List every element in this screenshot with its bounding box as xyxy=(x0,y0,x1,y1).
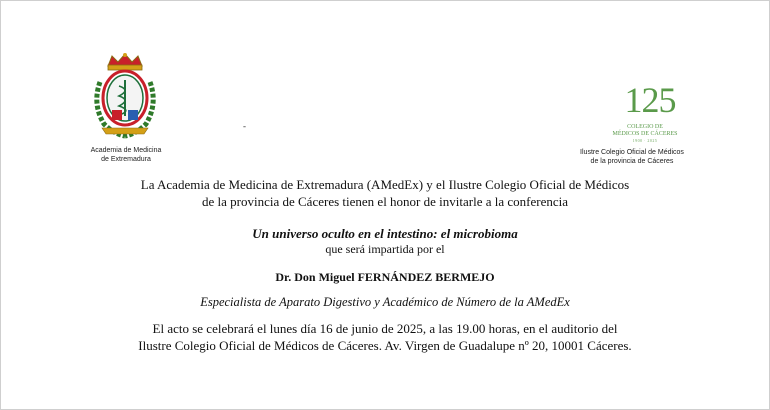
speaker-role: Especialista de Aparato Digestivo y Académico de Número de la AMedEx xyxy=(200,295,570,309)
academy-crest-icon xyxy=(86,52,164,140)
event-details xyxy=(0,320,770,354)
invitation-intro-line: La Academia de Medicina de Extremadura (AMedEx) y el Ilustre Colegio Oficial de Médicos xyxy=(140,177,630,192)
academy-caption-line: de Extremadura xyxy=(101,156,151,163)
academy-caption xyxy=(76,146,176,164)
college-logo-label-line: COLEGIO DE xyxy=(627,124,663,130)
event-details-line: El acto se celebrará el lunes día 16 de junio de 2025, a las 19.00 horas, en el auditorio del xyxy=(152,321,618,336)
event-details-line: Ilustre Colegio Oficial de Médicos de Cáceres. Av. Virgen de Guadalupe nº 20, 10001 Cáceres. xyxy=(138,338,632,353)
speaker-name: Dr. Don Miguel FERNÁNDEZ BERMEJO xyxy=(275,270,495,284)
stray-mark: - xyxy=(243,121,246,131)
talk-title: Un universo oculto en el intestino: el microbioma xyxy=(252,226,518,241)
college-logo-label xyxy=(600,124,690,138)
academy-caption-line: Academia de Medicina xyxy=(90,147,162,154)
anniversary-number: 125 xyxy=(624,80,676,120)
college-caption xyxy=(574,148,690,166)
college-logo-label-line: MÉDICOS DE CÁCERES xyxy=(612,131,678,137)
delivered-by: que será impartida por el xyxy=(325,242,445,256)
invitation-intro xyxy=(0,176,770,210)
college-caption-line: Ilustre Colegio Oficial de Médicos xyxy=(580,149,684,156)
college-caption-line: de la provincia de Cáceres xyxy=(590,158,674,165)
college-logo-years: 1900 · 2025 xyxy=(632,138,658,143)
invitation-intro-line: de la provincia de Cáceres tienen el honor de invitarle a la conferencia xyxy=(202,194,568,209)
